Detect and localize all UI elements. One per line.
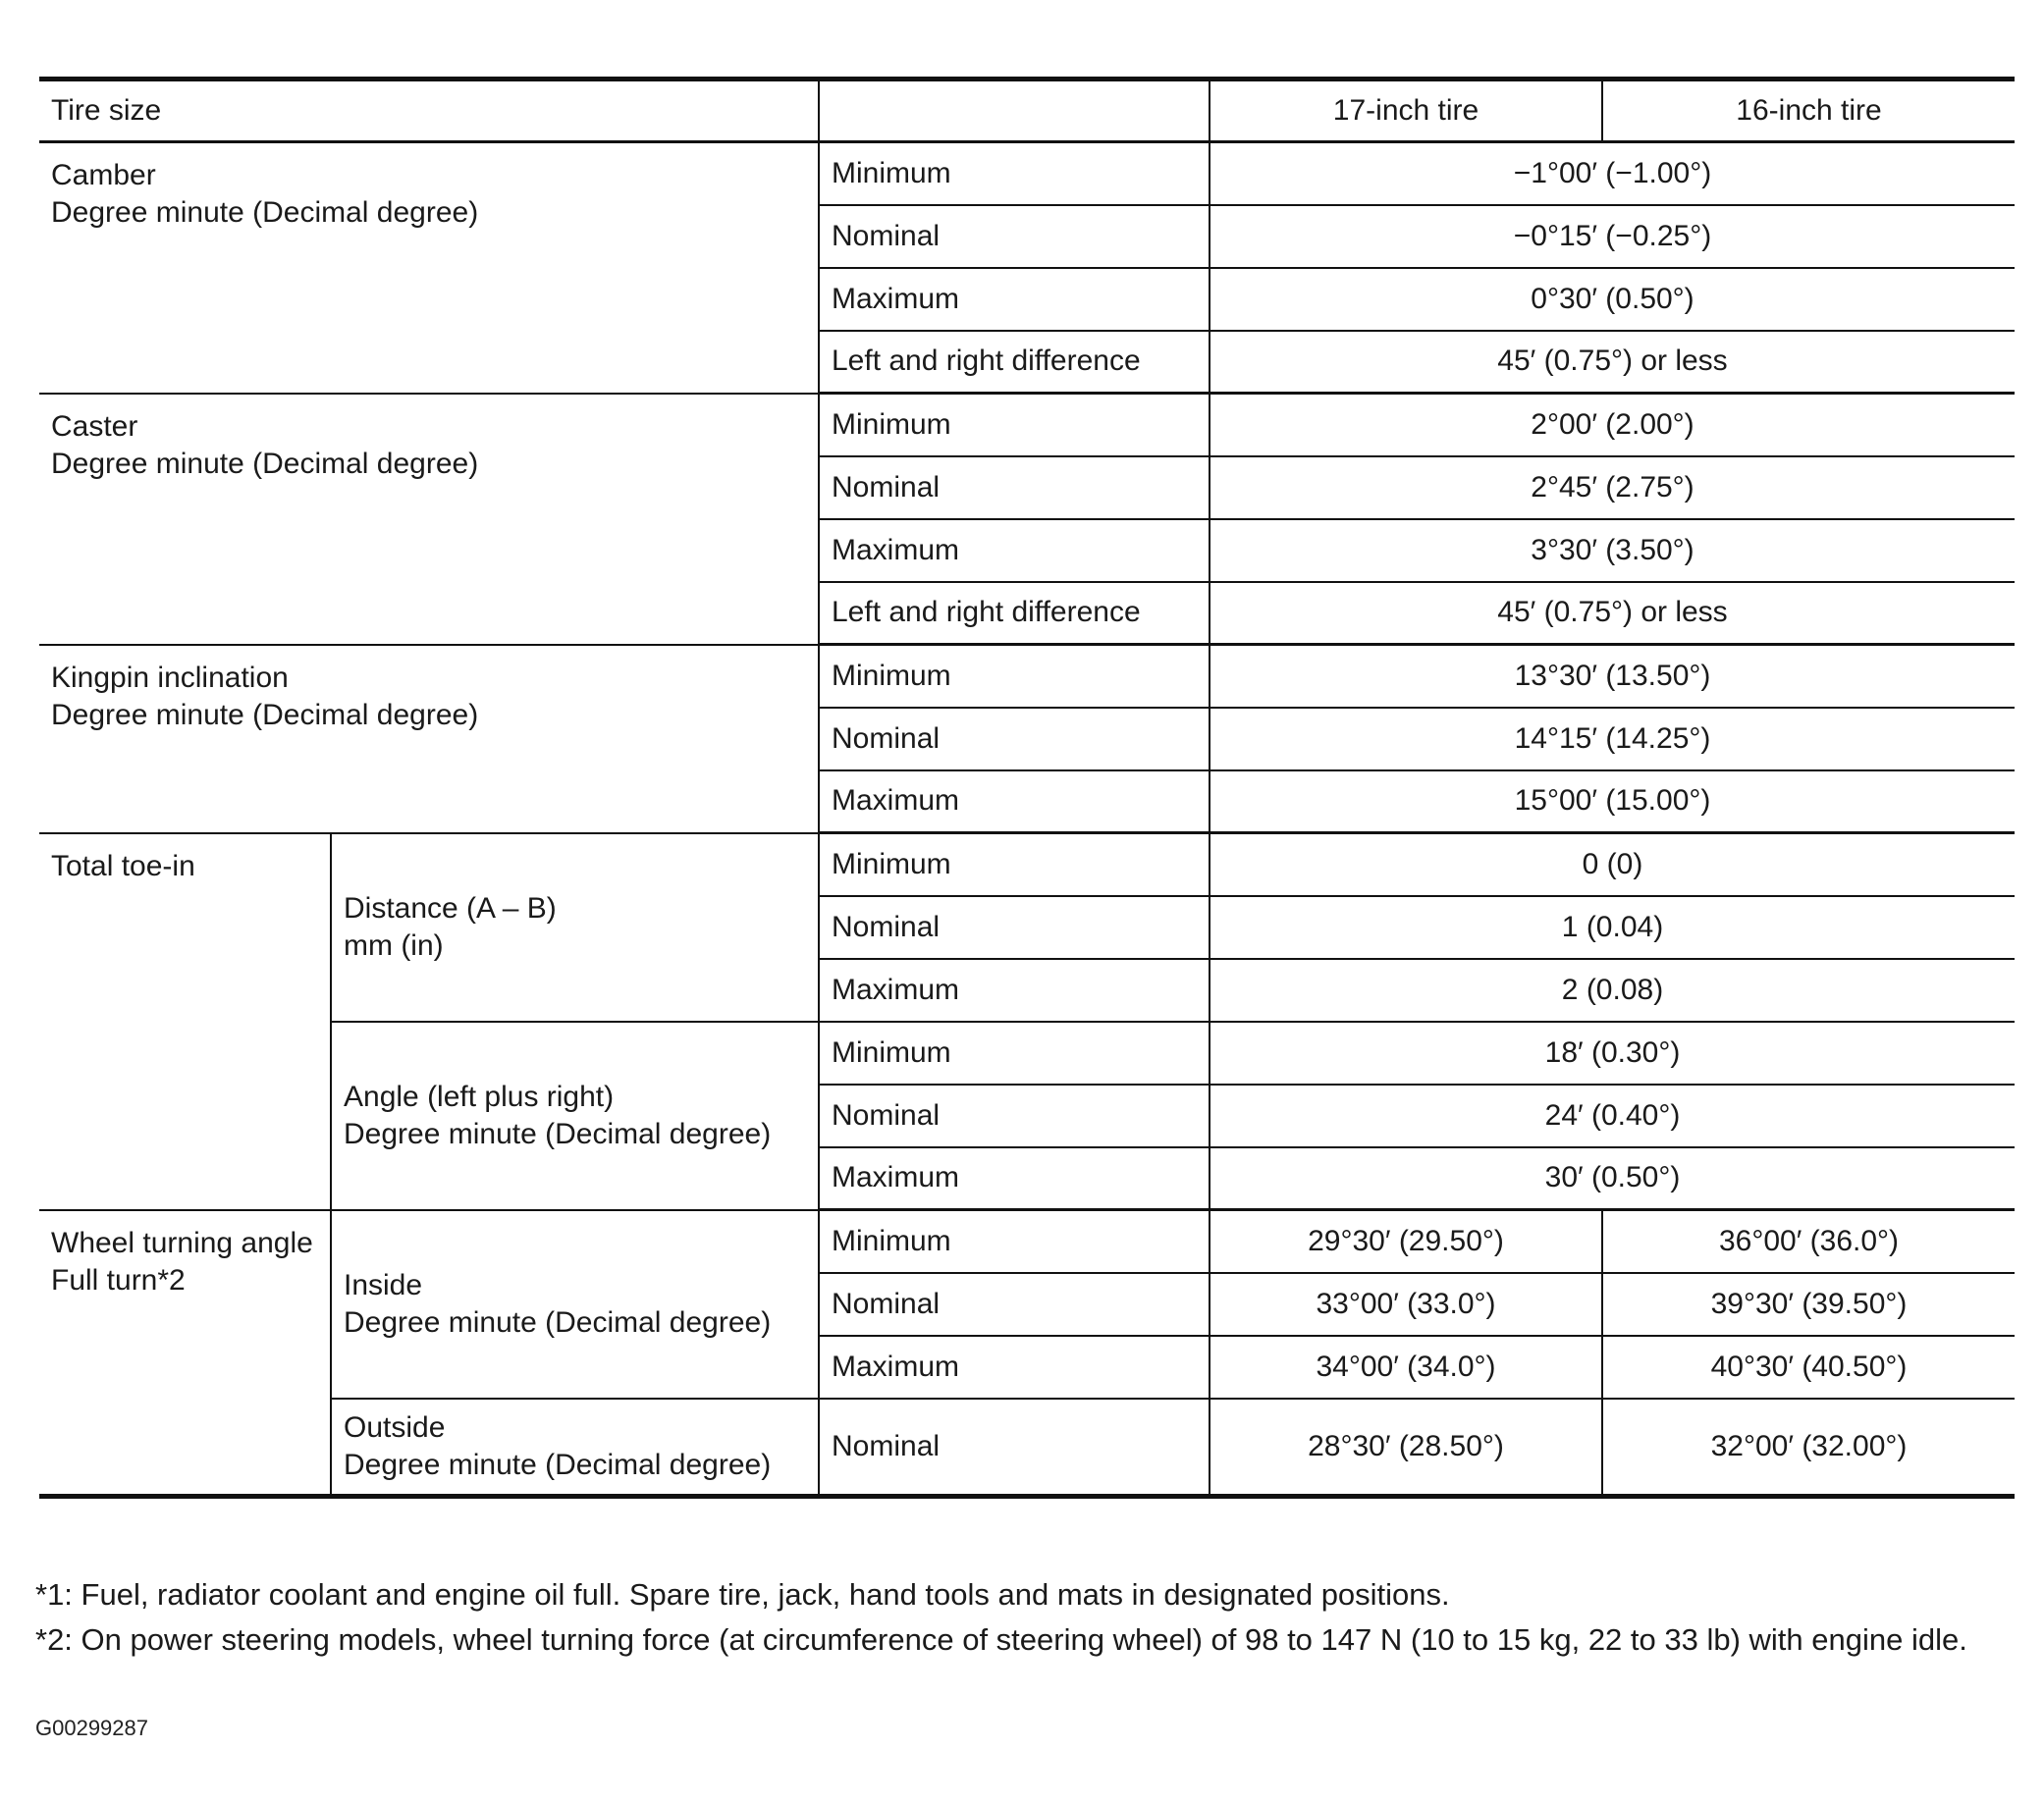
- turning-inside-nom-17: 33°00′ (33.0°): [1210, 1273, 1602, 1336]
- turning-outside-row-nom: [39, 1399, 2015, 1497]
- caster-max-label: Maximum: [819, 519, 1210, 582]
- header-blank-cell: [819, 80, 1210, 142]
- figure-id: G00299287: [35, 1716, 148, 1740]
- footnotes: [35, 1574, 2015, 1665]
- camber-diff-value: 45′ (0.75°) or less: [1210, 331, 2015, 394]
- turning-inside-max-17: 34°00′ (34.0°): [1210, 1336, 1602, 1399]
- toe-angle-title: Angle (left plus right): [344, 1080, 615, 1113]
- tire-size-label: Tire size: [39, 80, 819, 142]
- turning-outside-nom-17: 28°30′ (28.50°): [1210, 1399, 1602, 1497]
- toe-angle-nom-value: 24′ (0.40°): [1210, 1085, 2015, 1147]
- col-16-inch-header: 16-inch tire: [1602, 80, 2015, 142]
- caster-label: [39, 394, 819, 645]
- footnote-1: *1: Fuel, radiator coolant and engine oil full. Spare tire, jack, hand tools and mats in designated positions.: [35, 1577, 1450, 1612]
- toe-distance-max-label: Maximum: [819, 959, 1210, 1022]
- turning-outside-nom-16: 32°00′ (32.00°): [1602, 1399, 2015, 1497]
- toe-angle-label: [331, 1022, 819, 1210]
- toe-angle-max-label: Maximum: [819, 1147, 1210, 1210]
- kingpin-title: Kingpin inclination: [51, 661, 289, 694]
- caster-min-label: Minimum: [819, 394, 1210, 456]
- caster-diff-value: 45′ (0.75°) or less: [1210, 582, 2015, 645]
- kingpin-row-min: [39, 645, 2015, 708]
- toe-angle-min-label: Minimum: [819, 1022, 1210, 1085]
- toe-angle-max-value: 30′ (0.50°): [1210, 1147, 2015, 1210]
- turning-outside-nom-label: Nominal: [819, 1399, 1210, 1497]
- kingpin-nom-label: Nominal: [819, 708, 1210, 770]
- turning-subtitle: Full turn*2: [51, 1263, 186, 1297]
- turning-inside-title: Inside: [344, 1268, 423, 1301]
- camber-min-label: Minimum: [819, 142, 1210, 205]
- caster-nom-label: Nominal: [819, 456, 1210, 519]
- camber-row-min: [39, 142, 2015, 205]
- toe-angle-nom-label: Nominal: [819, 1085, 1210, 1147]
- toe-distance-min-value: 0 (0): [1210, 833, 2015, 896]
- camber-unit: Degree minute (Decimal degree): [51, 196, 479, 229]
- turning-outside-label: [331, 1399, 819, 1497]
- toe-angle-unit: Degree minute (Decimal degree): [344, 1117, 772, 1150]
- camber-title: Camber: [51, 159, 156, 191]
- camber-max-value: 0°30′ (0.50°): [1210, 268, 2015, 331]
- header-row: [39, 80, 2015, 142]
- caster-max-value: 3°30′ (3.50°): [1210, 519, 2015, 582]
- turning-inside-max-16: 40°30′ (40.50°): [1602, 1336, 2015, 1399]
- caster-nom-value: 2°45′ (2.75°): [1210, 456, 2015, 519]
- kingpin-unit: Degree minute (Decimal degree): [51, 698, 479, 731]
- toe-angle-row-min: [39, 1022, 2015, 1085]
- turning-inside-max-label: Maximum: [819, 1336, 1210, 1399]
- turning-label: [39, 1210, 331, 1497]
- kingpin-max-label: Maximum: [819, 770, 1210, 833]
- kingpin-min-label: Minimum: [819, 645, 1210, 708]
- turning-inside-row-min: [39, 1210, 2015, 1273]
- turning-inside-min-17: 29°30′ (29.50°): [1210, 1210, 1602, 1273]
- footnote-2: *2: On power steering models, wheel turning force (at circumference of steering wheel) of 98 to 147 N (10 to 15 kg, 22 to 33 lb) with engine idle.: [35, 1622, 1967, 1657]
- toe-angle-min-value: 18′ (0.30°): [1210, 1022, 2015, 1085]
- caster-diff-label: Left and right difference: [819, 582, 1210, 645]
- kingpin-min-value: 13°30′ (13.50°): [1210, 645, 2015, 708]
- caster-row-min: [39, 394, 2015, 456]
- kingpin-nom-value: 14°15′ (14.25°): [1210, 708, 2015, 770]
- toe-distance-title: Distance (A – B): [344, 891, 557, 925]
- camber-min-value: −1°00′ (−1.00°): [1210, 142, 2015, 205]
- toe-distance-unit: mm (in): [344, 928, 444, 962]
- turning-inside-label: [331, 1210, 819, 1399]
- toe-label: Total toe-in: [39, 833, 331, 1210]
- toe-distance-min-label: Minimum: [819, 833, 1210, 896]
- turning-inside-nom-label: Nominal: [819, 1273, 1210, 1336]
- col-17-inch-header: 17-inch tire: [1210, 80, 1602, 142]
- kingpin-label: [39, 645, 819, 833]
- turning-inside-nom-16: 39°30′ (39.50°): [1602, 1273, 2015, 1336]
- turning-inside-min-label: Minimum: [819, 1210, 1210, 1273]
- turning-title: Wheel turning angle: [51, 1226, 313, 1259]
- alignment-spec-table: [39, 77, 2015, 1499]
- toe-distance-label: [331, 833, 819, 1022]
- turning-inside-unit: Degree minute (Decimal degree): [344, 1305, 772, 1339]
- caster-title: Caster: [51, 409, 138, 443]
- caster-unit: Degree minute (Decimal degree): [51, 447, 479, 480]
- camber-label: [39, 142, 819, 394]
- toe-distance-row-min: [39, 833, 2015, 896]
- camber-diff-label: Left and right difference: [819, 331, 1210, 394]
- caster-min-value: 2°00′ (2.00°): [1210, 394, 2015, 456]
- camber-max-label: Maximum: [819, 268, 1210, 331]
- camber-nom-label: Nominal: [819, 205, 1210, 268]
- toe-distance-max-value: 2 (0.08): [1210, 959, 2015, 1022]
- turning-inside-min-16: 36°00′ (36.0°): [1602, 1210, 2015, 1273]
- camber-nom-value: −0°15′ (−0.25°): [1210, 205, 2015, 268]
- toe-distance-nom-label: Nominal: [819, 896, 1210, 959]
- toe-distance-nom-value: 1 (0.04): [1210, 896, 2015, 959]
- turning-outside-title: Outside: [344, 1410, 446, 1444]
- turning-outside-unit: Degree minute (Decimal degree): [344, 1448, 772, 1481]
- kingpin-max-value: 15°00′ (15.00°): [1210, 770, 2015, 833]
